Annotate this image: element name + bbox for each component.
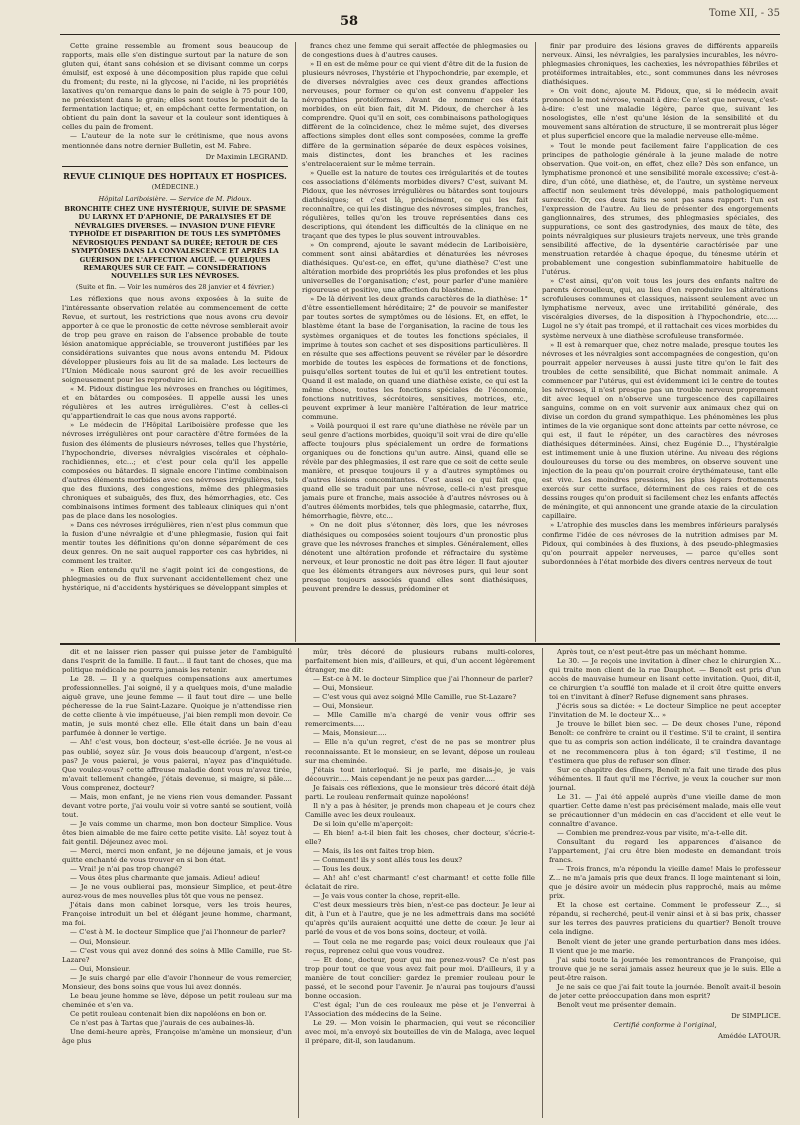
column-2 (302, 42, 528, 642)
paragraph: — Oui, Monsieur. (313, 684, 374, 693)
section-subtitle: (MÉDECINE.) (151, 182, 199, 191)
paragraph: — Je ne vous oublierai pas, monsieur Simplice, et peut-être aurez-vous de mes nouvelles plus tôt que vous ne pensez. (62, 883, 292, 901)
paragraph: Il n'y a pas à hésiter, je prends mon chapeau et je cours chez Camille avec les deux rouleaux. (305, 801, 535, 819)
paragraph: » Quelle est la nature de toutes ces irrégularités et de toutes ces associations d'éléments morbides divers? C'est, suivant M. Pidoux, que les névroses irrégulières ou bâtardes sont toujours diathésiques; et c'est là, précisément, ce qui les fait reconnaître, ce qui les distingue des névroses simples, franches, régulières, telles qu'on les trouve représentées dans ces descriptions, qui étendent les difficultés de la clinique en ne traçant que des types le plus souvent introuvables. (302, 168, 528, 240)
page-header (60, 8, 780, 32)
paragraph: — Et donc, docteur, pour qui me prenez-vous? Ce n'est pas trop pour tout ce que vous avez fait pour moi. D'ailleurs, il y a manière de tout concilier: gardez le premier rouleau pour le passé, et le second pour l'avenir. Je n'aurai pas toujours d'aussi bonne occasion. (305, 955, 535, 1000)
column-divider (535, 42, 536, 642)
paragraph: — Trois francs, m'a répondu la vieille dame! Mais le professeur Z... ne m'a jamais pris que deux francs. Il loge maintenant si loin, que je désire avoir un médecin plus rapproché, mais au même prix. (549, 865, 781, 901)
paragraph: » C'est ainsi, qu'on voit tous les jours des enfants naître de parents écrouelleux, qui, au lieu d'en reproduire les altérations scrofuleuses communes et classiques, naissent seulement avec un lymphatisme nerveux, avec une irritabilité générale, des viscéralgies diverses, de la disposition à l'hypochondrie, etc..... Lugol ne s'y était pas trompé, et il rattachait ces vices morbides du système nerveux à une diathèse scrofuleuse transformée. (542, 277, 778, 340)
paragraph: francs chez une femme qui serait affectée de phlegmasies ou de congestions dues à d'autres causes. (302, 42, 528, 60)
section-divider (62, 166, 288, 167)
column-1 (62, 42, 288, 642)
header-right-note: Tome XII, - 35 (708, 8, 780, 19)
paragraph: — Vous êtes plus charmante que jamais. Adieu! adieu! (70, 874, 261, 883)
paragraph: finir par produire des lésions graves de différents appareils nerveux. Ainsi, les névralgies, les paralysies incurables, les névro-phlegmasies chroniques, les cachexies, les névropathies fébriles et protéiformes intraitables, etc., sont communes dans les névroses diathésiques. (542, 42, 778, 87)
paragraph: — Vrai! je n'ai pas trop changé? (70, 865, 182, 874)
paragraph: — L'auteur de la note sur le crétinisme, que nous avons mentionnée dans notre dernier Bulletin, est M. Fabre. (62, 132, 288, 150)
paragraph: — Elle n'a qu'un regret, c'est de ne pas se montrer plus reconnaissante. Et le monsieur, en se levant, dépose un rouleau sur ma cheminée. (305, 738, 535, 765)
paragraph: C'est deux messieurs très bien, n'est-ce pas docteur. Je leur ai dit, à l'un et à l'autre, que je ne les admettrais dans ma société qu'après qu'ils auraient acquitté une dette de cœur. Je leur ai parlé de vous et de vos bons soins, docteur, et voilà. (305, 901, 535, 937)
paragraph: J'étais dans mon cabinet lorsque, vers les trois heures, Françoise introduit un bel et élégant jeune homme, charmant, ma foi. (62, 901, 292, 928)
feuilleton-rule (60, 643, 780, 645)
paragraph: Ce petit rouleau contenait bien dix napoléons en bon or. (70, 1009, 267, 1018)
paragraph: — Merci, merci mon enfant, je ne déjeune jamais, et je vous quitte enchanté de vous trouver en si bon état. (62, 847, 292, 865)
case-summary: BRONCHITE CHEZ UNE HYSTÉRIQUE, SUIVIE DE SPASME DU LARYNX ET D'APHONIE, DE PARALYSIES ET DE NÉVRALGIES DIVERSES. — INVASION D'UNE FIÈVRE TYPHOÏDE ET DISPARITION DE TOUS LES SYMPTÔMES NÉVROSIQUES PENDANT SA DURÉE; RETOUR DE CES SYMPTÔMES DANS LA CONVALESCENCE ET APRÈS LA GUÉRISON DE L'AFFECTION AIGUË. — QUELQUES REMARQUES SUR CE FAIT. — CONSIDÉRATIONS NOUVELLES SUR LES NÉVROSES. (64, 205, 286, 281)
column-3 (542, 42, 778, 642)
paragraph: — Eh bien! a-t-il bien fait les choses, cher docteur, s'écrie-t-elle? (305, 828, 535, 846)
paragraph: Je ne sais ce que j'ai fait toute la journée. Benoît avait-il besoin de jeter cette préoccupation dans mon esprit? (549, 982, 781, 1000)
paragraph: » Il en est de même pour ce qui vient d'être dit de la fusion de plusieurs névroses, l'hystérie et l'hypochondrie, par exemple, et de diverses névralgies avec ces deux grandes affections nerveuses, pour former ce qu'on est convenu d'appeler les névropathies protéiformes. Avant de nommer ces états morbides, on eût bien fait, dit M. Pidoux, de chercher à les comprendre. Quoi qu'il en soit, ces combinaisons pathologiques diffèrent de la coïncidence, chez le même sujet, des diverses affections simples dont elles sont composées, comme la greffe diffère de la germination séparée de deux espèces voisines, mais distinctes, dont les branches et les racines s'entrelaceraient sur le même terrain. (302, 60, 528, 168)
paragraph: — Oui, Monsieur. (313, 702, 374, 711)
paragraph: — Ah! ah! c'est charmant! c'est charmant! et cette folle fille éclatait de rire. (305, 874, 535, 892)
paragraph: mûr, très décoré de plusieurs rubans multi-colores, parfaitement bien mis, d'ailleurs, et qui, d'un accent légèrement étranger, me dit: (305, 648, 535, 675)
paragraph: C'est égal; l'un de ces rouleaux me pèse et je l'enverrai à l'Association des médecins de la Seine. (305, 1000, 535, 1018)
paragraph: — C'est à M. le docteur Simplice que j'ai l'honneur de parler? (70, 928, 286, 937)
paragraph: » On comprend, ajoute le savant médecin de Lariboisière, comment sont ainsi abâtardies et dénaturées les névroses diathésiques. Qu'est-ce, en effet, qu'une diathèse? C'est une altération morbide des propriétés les plus profondes et les plus universelles de l'organisation; c'est, pour parler d'une manière rigoureuse et positive, une affection du blastème. (302, 241, 528, 295)
signature: Dr SIMPLICE. (731, 1011, 781, 1020)
paragraph: Le 29. — Mon voisin le pharmacien, qui veut se réconcilier avec moi, m'a envoyé six bouteilles de vin de Malaga, avec lequel il prépare, dit-il, son laudanum. (305, 1018, 535, 1046)
paragraph: Je faisais ces réflexions, que le monsieur très décoré était déjà parti. Le rouleau renfermait quinze napoléons! (305, 783, 535, 801)
paragraph: Je trouve le billet bien sec. — De deux choses l'une, répond Benoît: ce confrère te craint ou il t'estime. S'il te craint, il sentira que tu as compris son action indélicate, il te craindra davantage et ne recommencera plus à ton égard; s'il t'estime, il ne t'estimera que plus de refuser son dîner. (549, 720, 781, 765)
paragraph: Le 30. — Je reçois une invitation à dîner chez le chirurgien X... qui traite mon client de la rue Dauphot. — Benoît est pris d'un accès de mauvaise humeur en lisant cette invitation. Quoi, dit-il, ce chirurgien t'a soufflé ton malade et il croit être quitte envers toi en t'invitant à dîner? Refuse dignement sans phrases. (549, 657, 781, 702)
paragraph: — Oui, Monsieur. (70, 964, 131, 973)
paragraph: — Tout cela ne me regarde pas; voici deux rouleaux que j'ai reçus, reprenez celui que vous voudrez. (305, 937, 535, 955)
continuation-note: (Suite et fin. — Voir les numéros des 28 janvier et 4 février.) (75, 282, 275, 291)
paragraph: » Dans ces névroses irrégulières, rien n'est plus commun que la fusion d'une névralgie et d'une phlegmasie, fusion qui fait mentir toutes les définitions qu'on donne séparément de ces deux genres. On ne sait auquel rapporter ces cas hybrides, ni comment les traiter. (62, 520, 288, 566)
paragraph: J'ai subi toute la journée les remontrances de Françoise, qui trouve que je ne serai jamais assez heureux que je le suis. Elle a peut-être raison. (549, 955, 781, 982)
signature: Amédée LATOUR. (718, 1031, 781, 1040)
paragraph: — Je vais vous conter la chose, reprit-elle. (313, 892, 461, 901)
paragraph: — Est-ce à M. le docteur Simplice que j'ai l'honneur de parler? (313, 675, 533, 684)
feuilleton-column-1 (62, 648, 292, 1118)
paragraph: Benoît veut me présenter demain. (557, 1000, 677, 1009)
paragraph: — C'est vous qui avez soigné Mlle Camille, rue St-Lazare? (313, 693, 517, 702)
paragraph: — Mlle Camille m'a chargé de venir vous offrir ses remerciments..... (305, 711, 535, 729)
paragraph: » L'atrophie des muscles dans les membres inférieurs paralysés confirme l'idée de ces névroses de la nutrition admises par M. Pidoux, qui combinées à des fluxions, à des pseudo-phlegmasies qu'on pourrait appeler nerveuses, — parce qu'elles sont subordonnées à l'état morbide des divers centres nerveux de tout (542, 521, 778, 566)
paragraph: — Combien me prendrez-vous par visite, m'a-t-elle dit. (557, 828, 748, 837)
certification-note: Certifié conforme à l'original, (613, 1020, 717, 1029)
paragraph: » Tout le monde peut facilement faire l'application de ces principes de pathologie générale à la jeune malade de notre observation. Que voit-on, en effet, chez elle? Dès son enfance, un lymphatisme prononcé et une sensibilité morale excessive; c'est-à-dire, d'un côté, une diathèse, et, de l'autre, un système nerveux affectif non seulement très développé, mais pathologiquement surexcité. Or, ces deux faits ne sont pas sans rapport: l'un est l'expression de l'autre. Au lieu de présenter des engorgements ganglionnaires, des strumes, des phlegmasies spéciales, des suppurations, ce sont des gastrodynies, des maux de tête, des points névralgiques sur plusieurs trajets nerveux, une très grande sensibilité affective, de la dysentérie caractérisée par une menstruation retardée à chaque époque, du ténesme utérin et probablement une congestion subinflammatoire habituelle de l'utérus. (542, 141, 778, 277)
paragraph: » Voilà pourquoi il est rare qu'une diathèse ne révèle par un seul genre d'actions morbides, quoiqu'il soit vrai de dire qu'elle affecte toujours plus spécialement un ordre de formations organiques ou de fonctions qu'un autre. Ainsi, quand elle se révèle par des phlegmasies, il est rare que ce soit de cette seule manière, et presque toujours il y a d'autres symptômes ou d'autres lésions concomitantes. C'est aussi ce qui fait que, quand elle se traduit par une névrose, celle-ci n'est presque jamais pure et franche, mais associée à d'autres névroses ou à d'autres éléments morbides, tels que phlegmasie, catarrhe, flux, hémorrhagie, fièvre, etc... (302, 421, 528, 521)
paragraph: Sur ce chapitre des dîners, Benoît m'a fait une tirade des plus véhémentes. Il faut qu'il me l'écrive, je veux la coucher sur mon journal. (549, 765, 781, 792)
paragraph: » Rien entendu qu'il ne s'agit point ici de congestions, de phlegmasies ou de flux survenant accidentellement chez une hystérique, ni d'accidents hystériques se développant simples et (62, 566, 288, 593)
paragraph: — Comment! ils y sont allés tous les deux? (313, 856, 463, 865)
feuilleton-section (62, 648, 784, 1118)
paragraph: Le 28. — Il y a quelques compensations aux amertumes professionnelles. J'ai soigné, il y a quelques mois, d'une maladie aiguë grave, une jeune femme — il faut tout dire — une belle pécheresse de la rue Saint-Lazare. Quoique je n'attendisse rien de cette cliente à vie impétueuse, j'ai bien rempli mon devoir. Ce matin, je suis monté chez elle. Elle était dans un bain d'eau parfumée à donner le vertige. (62, 675, 292, 738)
paragraph: J'écris sous sa dictée: « Le docteur Simplice ne peut accepter l'invitation de M. le docteur X... » (549, 702, 781, 720)
feuilleton-column-3 (549, 648, 781, 1118)
paragraph: » On ne doit plus s'étonner, dès lors, que les névroses diathésiques ou composées soient toujours d'un pronostic plus grave que les névroses franches et simples. Généralement, elles dénotent une altération profonde et réfractaire du système nerveux, et leur pronostic ne doit pas être léger. Il faut ajouter que les éléments étrangers aux névroses purs, qui leur sont presque toujours associés quand elles sont diathésiques, peuvent prendre le dessus, prédominer et (302, 521, 528, 593)
paragraph: — Oui, Monsieur. (70, 937, 131, 946)
paragraph: De si loin qu'elle m'aperçoit: (313, 819, 414, 828)
top-section (62, 42, 784, 642)
signature: Dr Maximin LEGRAND. (205, 152, 288, 161)
paragraph: » De là dérivent les deux grands caractères de la diathèse: 1° d'être essentiellement héréditaire; 2° de pouvoir se manifester par toutes sortes de symptômes ou de lésions. Et, en effet, le blastème étant la base de l'organisation, la racine de tous les systèmes organiques et de toutes les fonctions spéciales, il imprime à toutes son cachet et ses dispositions particulières. Il en résulte que ses affections peuvent se révéler par le désordre morbide de toutes les espèces de formations et de fonctions, puisqu'elles sortent toutes de lui et qu'il les entretient toutes. Quand il est malade, on quand une diathèse existe, ce qui est la même chose, toutes les fonctions spéciales de l'économie, fonctions nutritives, sécrétoires, sensitives, motrices, etc., peuvent exprimer à leur manière l'altération de leur matrice commune. (302, 295, 528, 421)
paragraph: — Mais, Monsieur..... (313, 729, 387, 738)
paragraph: Le 31. — J'ai été appelé auprès d'une vieille dame de mon quartier. Cette dame n'est pas précisément malade, mais elle veut se précautionner d'un médecin en cas d'accident et elle veut le connaître d'avance. (549, 792, 781, 828)
paragraph: Le beau jeune homme se lève, dépose un petit rouleau sur ma cheminée et s'en va. (62, 991, 292, 1009)
paragraph: — Je vais comme un charme, mon bon docteur Simplice. Vous êtes bien aimable de me faire cette petite visite. Là! soyez tout à fait gentil. Déjeunez avec moi. (62, 819, 292, 846)
paragraph: » Il est à remarquer que, chez notre malade, presque toutes les névroses et les névralgies sont accompagnées de congestion, qu'on pourrait appeler nerveuses à aussi juste titre qu'on le fait des troubles de cette sensibilité, que Bichat nommait animale. A commencer par l'utérus, qui est évidemment ici le centre de toutes les névroses, il n'est presque pas un trouble nerveux proprement dit avec lequel on n'observe une turgescence des capillaires sanguins, comme on en voit survenir aux animaux chez qui on divise un cordon du grand sympathique. Les phénomènes les plus intimes de la vie organique sont donc atteints par cette névrose, ce qui est, il faut le répéter, un des caractères des névroses diathésiques déterminées. Ainsi, chez Eugénie D..., l'hystéralgie est intimement unie à une fluxion utérine. Au niveau des régions douloureuses du torse ou des membres, on observe souvent une injection de la peau qu'on pourrait croire érythémateuse, tant elle est vive. Les moindres pressions, les plus légers frottements exercés sur cette surface, déterminent de ces raies et de ces dessins rouges qu'on produit si facilement chez les enfants affectés de méningite, et qui annoncent une grande ataxie de la circulation capillaire. (542, 340, 778, 521)
paragraph: Les réflexions que nous avons exposées à la suite de l'intéressante observation relatée au commencement de cette Revue, et surtout, les restrictions que nous avons cru devoir apporter à ce que le pronostic de cette névrose semblerait avoir de trop peu grave en raison de l'absence probable de toute lésion anatomique appréciable, se trouveront justifiées par les considérations suivantes que nous avons entendu M. Pidoux développer plusieurs fois au lit de sa malade. Les lecteurs de l'Union Médicale nous sauront gré de les avoir recueillies soigneusement pour les reproduire ici. (62, 294, 288, 385)
paragraph: Consultant du regard les apparences d'aisance de l'appartement, j'ai cru être bien modeste en demandant trois francs. (549, 837, 781, 865)
paragraph: Après tout, ce n'est peut-être pas un méchant homme. (557, 648, 748, 656)
paragraph: « M. Pidoux distingue les névroses en franches ou légitimes, et en bâtardes ou composées. Il appelle aussi les unes régulières et les autres irrégulières. C'est à celles-ci qu'appartiendrait le cas que nous avons rapporté. (62, 385, 288, 421)
paragraph: Et la chose est certaine. Comment le professeur Z..., si répandu, si recherché, peut-il venir ainsi et à si bas prix, chasser sur les terres des pauvres praticiens du quartier? Benoît trouve cela indigne. (549, 901, 781, 937)
column-divider (542, 648, 543, 1118)
paragraph: Benoît vient de jeter une grande perturbation dans mes idées. Il vient que je me marie. (549, 937, 781, 955)
page-number: 58 (340, 14, 359, 29)
paragraph: — Mais, mon enfant, je ne viens rien vous demander. Passant devant votre porte, j'ai voulu voir si votre santé se soutient, voilà tout. (62, 792, 292, 819)
paragraph: — Ah! c'est vous, bon docteur, s'est-elle écriée. Je ne vous ai pas oublié, soyez sûr. Je vous dois beaucoup d'argent, n'est-ce pas? Je vous paierai, je vous paierai, n'ayez pas d'inquiétude. Que voulez-vous? cette affreuse maladie dont vous m'avez tirée, m'avait tellement changée, j'étais devenue, si maigre, si pâle.... Vous comprenez, docteur? (62, 738, 292, 792)
feuilleton-column-2 (305, 648, 535, 1118)
paragraph: J'étais tout interloqué. Si je parle, me disais-je, je vais découvrir..... Mais cependant je ne peux pas garder..... (305, 765, 535, 783)
header-rule (60, 34, 780, 35)
paragraph: — Mais, ils les ont faites trop bien. (313, 847, 435, 856)
paragraph: — Tous les deux. (313, 865, 372, 874)
paragraph: Ce n'est pas à Tartas que j'aurais de ces aubaines-là. (70, 1018, 255, 1027)
paragraph: dit et ne laisser rien passer qui puisse jeter de l'ambiguïté dans l'esprit de la famille. Il faut... il faut tant de choses, que ma politique médicale ne pourra jamais les retenir. (62, 648, 292, 675)
hospital-service: Hôpital Lariboisière. — Service de M. Pidoux. (98, 194, 252, 203)
paragraph: — C'est vous qui avez donné des soins à Mlle Camille, rue St-Lazare? (62, 946, 292, 964)
paragraph: — Je suis chargé par elle d'avoir l'honneur de vous remercier, Monsieur, des bons soins que vous lui avez donnés. (62, 973, 292, 991)
paragraph: » Le médecin de l'Hôpital Lariboisière professe que les névroses irrégulières ont pour caractère d'être formées de la fusion des éléments de plusieurs névroses, telles que l'hystérie, l'hypochondrie, diverses névralgies viscérales et céphalo-rachidiennes, etc...; et c'est pour cela qu'il les appelle composées ou bâtardes. Il signale encore l'intime combinaison d'autres éléments morbides avec ces névroses irrégulières, tels que des fluxions, des congestions, même des phlegmasies chroniques et subaiguës, des flux, des hémorrhagies, etc. Ces combinaisons intimes forment des tableaux cliniques qui n'ont pas de place dans les nosologies. (62, 421, 288, 520)
paragraph: Cette graine ressemble au froment sous beaucoup de rapports, mais elle s'en distingue surtout par la nature de son gluten qui, étant sans cohésion et se divisant comme un corps émulsif, est exposé à une décomposition plus rapide que celui du froment; du reste, ni la glycose, ni l'acide, ni les propriétés laxatives qu'on remarque dans le pain de seigle à 75 pour 100, ne préexistent dans le grain; elles sont toutes le produit de la fermentation lactique; et, en empêchant cette fermentation, on obtient du pain dont la saveur et la couleur sont identiques à celles du pain de froment. (62, 42, 288, 132)
section-title: REVUE CLINIQUE DES HOPITAUX ET HOSPICES. (63, 170, 287, 181)
paragraph: Une demi-heure après, Françoise m'amène un monsieur, d'un âge plus (62, 1027, 292, 1046)
column-divider (298, 648, 299, 1118)
paragraph: » On voit donc, ajoute M. Pidoux, que, si le médecin avait prononcé le mot névrose, venait à dire: Ce n'est que nerveux, c'est-à-dire: c'est une maladie légère, parce que, suivant les nosologistes, elle n'est qu'une lésion de la sensibilité et du mouvement sans altération de structure, il se montrerait plus léger et plus superficiel encore que la maladie nerveuse elle-même. (542, 87, 778, 141)
column-divider (295, 42, 296, 642)
